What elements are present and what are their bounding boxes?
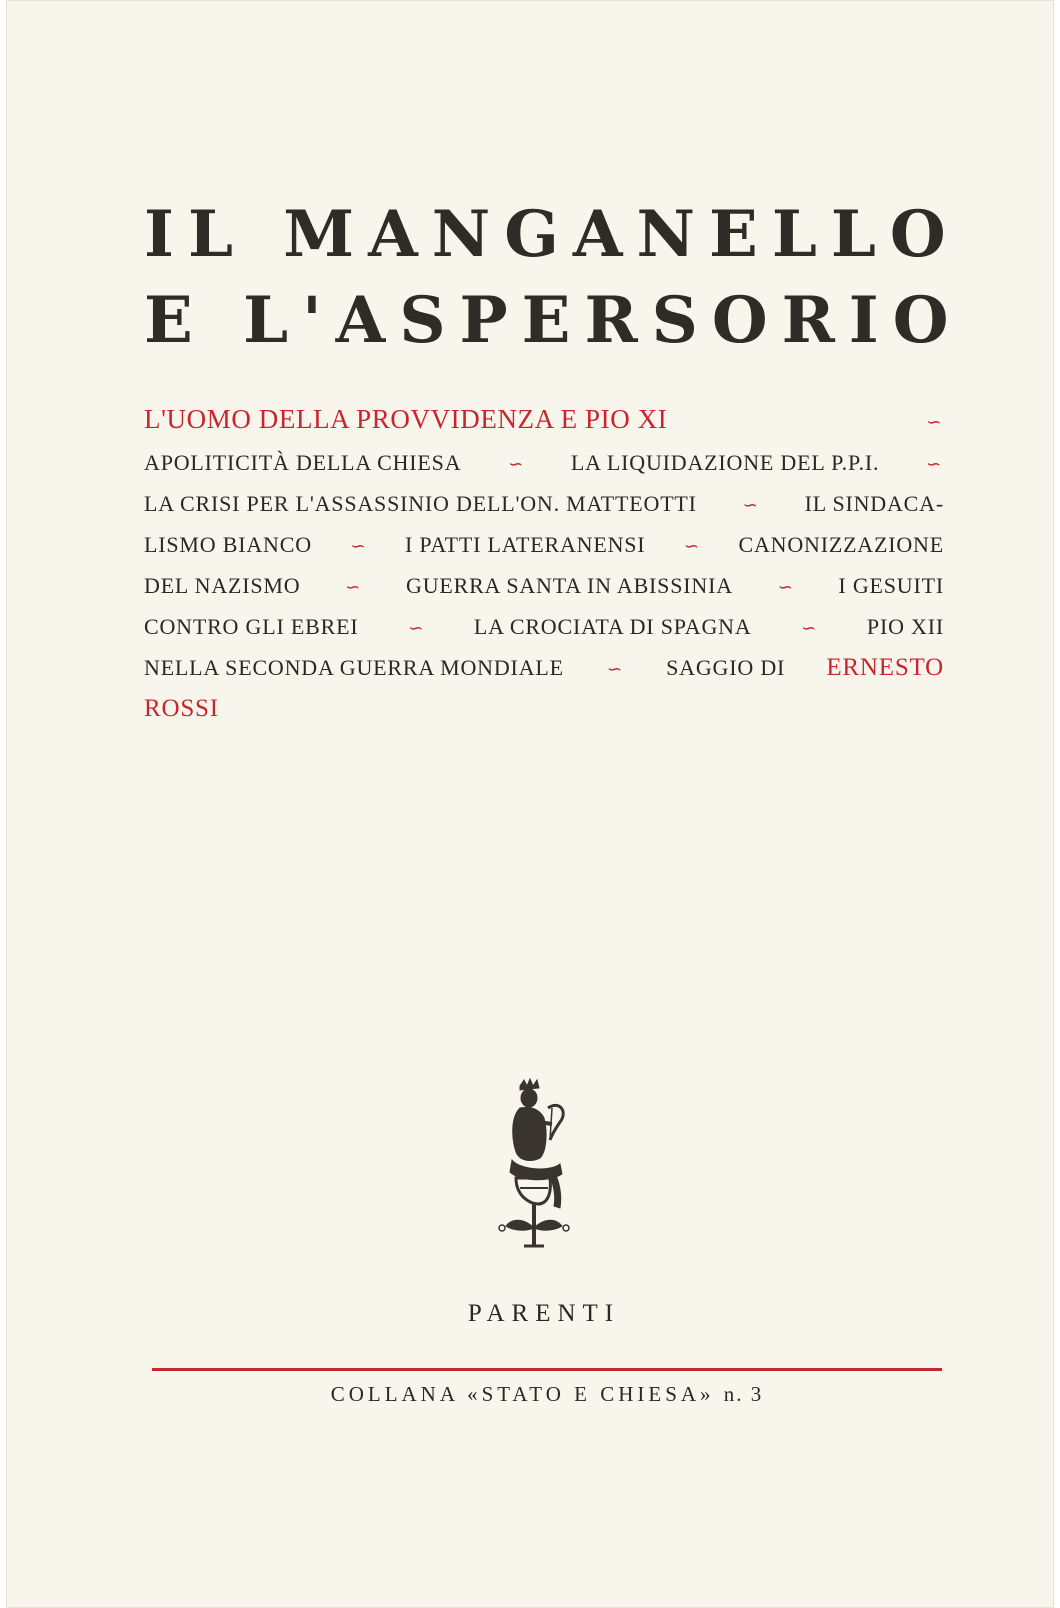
separator-icon: ∽ xyxy=(607,659,623,679)
separator-icon: ∽ xyxy=(508,454,525,474)
series-name: COLLANA «STATO E CHIESA» xyxy=(330,1382,715,1406)
subtitle-item: CONTRO GLI EBREI xyxy=(144,614,359,639)
separator-icon: ∽ xyxy=(926,412,942,432)
subtitle-line-6 xyxy=(144,607,944,648)
subtitle-item: LISMO BIANCO xyxy=(144,532,312,557)
subtitle-item: SAGGIO DI xyxy=(666,655,786,680)
subtitle-item: GUERRA SANTA IN ABISSINIA xyxy=(406,573,733,598)
title-line-2: E L'ASPERSORIO xyxy=(144,283,963,358)
separator-icon: ∽ xyxy=(801,618,818,638)
subtitle-item: NELLA SECONDA GUERRA MONDIALE xyxy=(144,655,564,680)
subtitle-line-2 xyxy=(144,443,944,484)
subtitle-item: I GESUITI xyxy=(838,573,944,598)
seated-figure-emblem-icon xyxy=(490,1078,586,1256)
subtitle-line-1 xyxy=(144,398,944,443)
subtitle-item: APOLITICITÀ DELLA CHIESA xyxy=(144,450,462,475)
subtitle-item: PIO XII xyxy=(866,614,944,639)
subtitle-item: DEL NAZISMO xyxy=(144,573,301,598)
subtitle-item: CANONIZZAZIONE xyxy=(738,532,944,557)
subtitle-line-7 xyxy=(144,648,944,689)
subtitle-line-5 xyxy=(144,566,944,607)
series-number: n. 3 xyxy=(723,1382,764,1406)
separator-icon: ∽ xyxy=(684,536,700,556)
separator-icon: ∽ xyxy=(926,454,942,474)
separator-icon: ∽ xyxy=(408,618,425,638)
publisher-name: PARENTI xyxy=(467,1300,621,1327)
title-line-1: IL MANGANELLO xyxy=(144,197,960,272)
separator-icon: ∽ xyxy=(345,577,362,597)
subtitle-item: L'UOMO DELLA PROVVIDENZA E PIO XI xyxy=(144,404,668,434)
author-first-name: ERNESTO xyxy=(826,654,944,681)
subtitle-line-3 xyxy=(144,484,944,525)
divider-rule xyxy=(152,1368,942,1371)
subtitle-item: LA LIQUIDAZIONE DEL P.P.I. xyxy=(570,450,880,475)
subtitle-line-4 xyxy=(144,525,944,566)
separator-icon: ∽ xyxy=(742,495,759,515)
book-cover xyxy=(6,0,1054,1608)
author-last-name: ROSSI xyxy=(144,695,219,722)
subtitle-item: LA CROCIATA DI SPAGNA xyxy=(473,614,752,639)
subtitle-item: I PATTI LATERANENSI xyxy=(404,532,646,557)
subtitle-block xyxy=(144,398,944,729)
subtitle-item: LA CRISI PER L'ASSASSINIO DELL'ON. MATTEOTTI xyxy=(144,491,697,516)
separator-icon: ∽ xyxy=(350,536,367,556)
separator-icon: ∽ xyxy=(777,577,794,597)
series-line xyxy=(152,1382,942,1407)
subtitle-item: IL SINDACA- xyxy=(804,491,944,516)
